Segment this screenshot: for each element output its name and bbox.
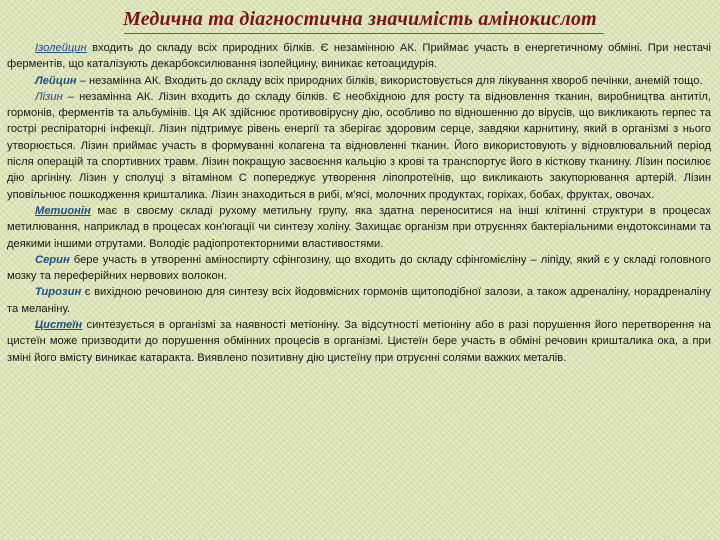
term-serine: Серин — [35, 253, 70, 266]
paragraph-text: бере участь в утворенні аміноспирту сфінгозину, що входить до складу сфінгомієліну – ліпіду, який є у складі головного мозку та переферійних нервових волокон. — [7, 253, 711, 283]
title-divider — [124, 33, 604, 34]
text-body — [7, 40, 711, 366]
paragraph-tyrosine — [7, 284, 711, 317]
term-lysine: Лізин — [35, 90, 63, 103]
term-leucine: Лейцин — [35, 74, 77, 87]
paragraph-lysine — [7, 89, 711, 203]
page-title: Медична та діагностична значимість амінокислот — [123, 8, 597, 30]
paragraph-isoleucine — [7, 40, 711, 73]
paragraph-serine — [7, 252, 711, 285]
paragraph-text: синтезується в організмі за наявності метіоніну. За відсутності метіоніну або в разі порушення його перетворення на цистеїн може призводити до порушення обмінних процесів в організмі. Цистеїн бере участь в обміні речовин кришталика ока, а при зміні його вмісту виникає катаракта. Виявлено позитивну дію цистеїну при отруєнні солями важких металів. — [7, 319, 711, 364]
paragraph-text: входить до складу всіх природних білків. Є незамінною АК. Приймає участь в енергетичному обміні. При нестачі ферментів, що каталізують декарбоксилювання ізолейцину, виникає кетоацидурія. — [7, 42, 711, 71]
paragraph-text: є вихідною речовиною для синтезу всіх йодовмісних гормонів щитоподібної залози, а також адреналіну, норадреналіну та меланіну. — [7, 286, 711, 315]
paragraph-cysteine — [7, 317, 711, 366]
term-methionine: Метионін — [35, 204, 91, 217]
term-isoleucine: Ізолейцин — [35, 42, 87, 54]
paragraph-text: має в своєму складі рухому метильну групу, яка здатна переноситися на інші клітинні структури в процесах метилювання, наприклад в процесах кон'югації чи синтезу холіну. Захищає організм при отруєннях бактеріальними ендотоксинами та деякими іншими отрутами. Володіє радіопротекторними властивостями. — [7, 204, 711, 250]
paragraph-leucine — [7, 73, 711, 89]
paragraph-text: – незамінна АК. Лізин входить до складу білків. Є необхідною для росту та відновлення тканин, виробництва антитіл, гормонів, ферментів та альбумінів. Ця АК здійснює противовірусну дію, особливо по відношенню до вірусів, що викликають герпес та гострі респіраторні інфекції. Лізин підтримує рівень енергії та зберігає здоровим серце, завдяки карнитину, який в організмі з нього утворюється. Лізин приймає участь в формуванні колагена та відновленні тканин. Його використовують у відновлювальний період після операцій та спортивних травм. Лізин покращую засвоєння кальцію з крові та транспортує його в кісткову тканину. Лізин посилює дію аргініну. Лізин у сполуці з вітаміном С попереджує утворення ліпопротеїнів, що викликають закупорювання артерій. Лізин уповільнює пошкодження кришталика. Лізин знаходиться в рибі, м'ясі, молочних продуктах, горіхах, бобах, фруктах, овочах. — [7, 90, 711, 201]
paragraph-text: – незамінна АК. Входить до складу всіх природних білків, використовується для лікування хвороб печінки, анемій тощо. — [76, 74, 703, 87]
term-cysteine: Цистеїн — [35, 319, 83, 332]
paragraph-methionine — [7, 203, 711, 252]
term-tyrosine: Тирозин — [35, 286, 82, 299]
